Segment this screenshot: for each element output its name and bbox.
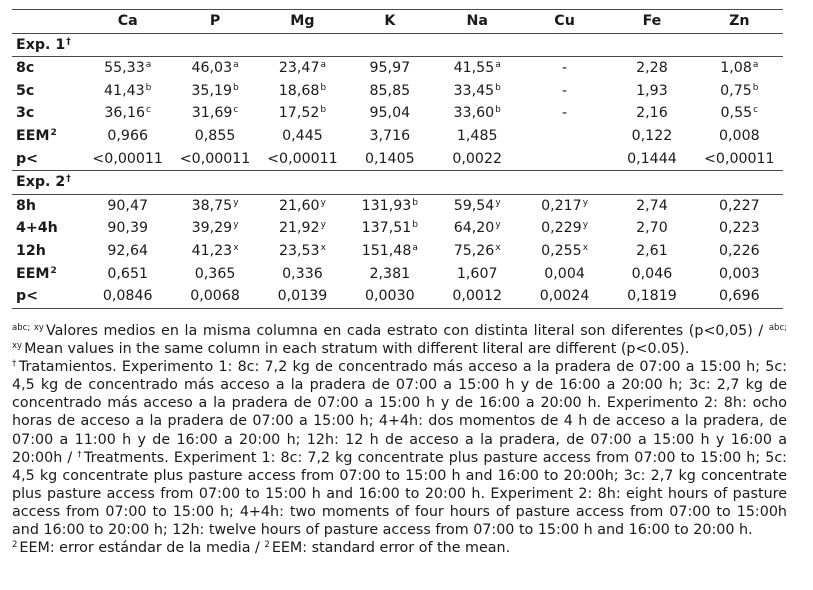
table-cell [434, 125, 521, 148]
significance-letter: a [320, 60, 326, 71]
section-title: Exp. 2 [16, 174, 66, 191]
significance-letter: x [320, 242, 326, 253]
table-cell [434, 217, 521, 240]
row-label [12, 125, 84, 148]
table-cell [84, 80, 171, 103]
footnote-marker: † [66, 174, 71, 185]
significance-letter: b [233, 82, 239, 93]
table-cell [171, 194, 258, 217]
table-cell [84, 194, 171, 217]
table-row [12, 240, 783, 263]
cell-value: - [562, 105, 568, 122]
row-label [12, 102, 84, 125]
cell-value: 21,60 [278, 197, 320, 214]
cell-value: 0,55 [720, 105, 753, 122]
table-cell [434, 102, 521, 125]
row-label [12, 57, 84, 80]
table-cell [608, 80, 695, 103]
cell-value: <0,00011 [179, 150, 251, 167]
table-cell [84, 217, 171, 240]
cell-value: 95,04 [369, 105, 411, 122]
table-cell [171, 217, 258, 240]
row-label-text: EEM [16, 265, 50, 282]
table-row [12, 102, 783, 125]
cell-value: 0,223 [719, 220, 760, 237]
footnote-marker: abc; xy [12, 323, 787, 352]
footnote-text-en: EEM: standard error of the mean. [271, 540, 511, 557]
table-cell [171, 102, 258, 125]
cell-value: 0,1819 [627, 288, 677, 305]
table-cell [259, 80, 346, 103]
column-header: Mg [259, 10, 346, 34]
significance-letter: y [582, 197, 589, 208]
table-cell [608, 148, 695, 171]
table-cell [346, 148, 433, 171]
table-cell [696, 148, 783, 171]
table-cell [346, 80, 433, 103]
cell-value: 41,43 [104, 82, 145, 99]
cell-value: - [562, 82, 568, 99]
table-cell [346, 240, 433, 263]
table-footnotes [12, 322, 787, 557]
table-cell [696, 102, 783, 125]
significance-letter: b [320, 82, 327, 93]
cell-value: 0,445 [282, 127, 323, 144]
significance-letter: a [233, 60, 239, 71]
table-cell [434, 194, 521, 217]
cell-value: 55,33 [104, 60, 145, 77]
significance-letter: c [753, 105, 759, 116]
cell-value: 17,52 [278, 105, 320, 122]
table-cell [608, 285, 695, 308]
table-cell [608, 125, 695, 148]
table-cell [259, 194, 346, 217]
table-cell [84, 125, 171, 148]
column-header: K [346, 10, 433, 34]
cell-value: 2,16 [636, 105, 668, 122]
significance-letter: c [146, 105, 151, 116]
cell-value: 31,69 [191, 105, 233, 122]
row-label [12, 240, 84, 263]
table-cell [521, 80, 608, 103]
cell-value: 23,47 [278, 60, 320, 77]
cell-value: 2,74 [636, 197, 668, 214]
cell-value: 0,0030 [364, 288, 415, 305]
table-cell [696, 285, 783, 308]
table-cell [346, 57, 433, 80]
table-cell [696, 57, 783, 80]
cell-value: 137,51 [361, 220, 412, 237]
table-cell [84, 102, 171, 125]
footnote-treatments [12, 358, 787, 539]
cell-value: 0,336 [282, 265, 323, 282]
cell-value: 46,03 [191, 60, 233, 77]
significance-letter: y [233, 197, 239, 208]
table-cell [434, 57, 521, 80]
section-title: Exp. 1 [16, 36, 66, 53]
table-cell [84, 263, 171, 286]
cell-value: 23,53 [278, 242, 320, 259]
cell-value: 0,966 [107, 127, 148, 144]
table-cell [84, 285, 171, 308]
table-cell [608, 217, 695, 240]
cell-value: 1,607 [456, 265, 498, 282]
table-cell [521, 102, 608, 125]
table-cell [171, 57, 258, 80]
cell-value: 0,003 [719, 265, 760, 282]
row-label [12, 217, 84, 240]
table-cell [434, 285, 521, 308]
column-header: Cu [521, 10, 608, 34]
footnote-marker: † [66, 36, 71, 47]
row-label-text: 8h [16, 197, 36, 214]
table-cell [259, 285, 346, 308]
table-cell [696, 125, 783, 148]
row-label [12, 148, 84, 171]
cell-value: 0,229 [541, 220, 582, 237]
cell-value: 33,45 [453, 82, 495, 99]
column-header: P [171, 10, 258, 34]
table-cell [521, 285, 608, 308]
table-cell [259, 125, 346, 148]
table-cell [521, 194, 608, 217]
table-cell [521, 217, 608, 240]
footnote-eem [12, 539, 787, 557]
footnote-text-es: Valores medios en la misma columna en cada estrato con distinta literal son diferentes (p<0,05) / [45, 323, 764, 339]
cell-value: 0,0024 [539, 288, 590, 305]
significance-letter: a [495, 60, 501, 71]
table-row [12, 125, 783, 148]
table-cell [84, 148, 171, 171]
table-cell [434, 148, 521, 171]
cell-value: 0,651 [107, 265, 148, 282]
footnote-text-es: EEM: error estándar de la media / [19, 540, 260, 557]
table-row [12, 285, 783, 308]
cell-value: 3,716 [369, 127, 411, 144]
table-cell [608, 194, 695, 217]
significance-letter: b [752, 82, 759, 93]
cell-value: 2,61 [636, 242, 668, 259]
significance-letter: y [320, 220, 326, 231]
row-label [12, 80, 84, 103]
table-row [12, 194, 783, 217]
cell-value: 0,0139 [277, 288, 328, 305]
table-cell [171, 80, 258, 103]
cell-value: 39,29 [191, 220, 233, 237]
significance-letter: b [495, 82, 501, 93]
cell-value: 0,1444 [627, 150, 677, 167]
significance-letter: a [752, 60, 759, 71]
table-cell [521, 148, 608, 171]
cell-value: 95,97 [369, 60, 411, 77]
section-header-exp2 [12, 171, 783, 195]
table-cell [696, 194, 783, 217]
footnote-significance [12, 322, 787, 358]
header-empty-cell [12, 10, 84, 34]
significance-letter: b [320, 105, 327, 116]
cell-value: 0,046 [631, 265, 673, 282]
table-cell [346, 217, 433, 240]
significance-letter: b [145, 82, 152, 93]
table-cell [434, 263, 521, 286]
cell-value: 41,23 [191, 242, 233, 259]
footnote-marker: † [12, 359, 17, 370]
cell-value: 0,0022 [452, 150, 503, 167]
cell-value: 38,75 [191, 197, 233, 214]
significance-letter: y [495, 220, 501, 231]
cell-value: 0,0012 [452, 288, 503, 305]
table-cell [259, 240, 346, 263]
significance-letter: a [145, 60, 152, 71]
table-row [12, 148, 783, 171]
table-cell [259, 263, 346, 286]
table-cell [259, 102, 346, 125]
experiment-2-section [12, 171, 783, 309]
row-label-text: p< [16, 150, 39, 167]
significance-letter: c [233, 105, 239, 116]
cell-value: 0,004 [544, 265, 585, 282]
table-cell [521, 57, 608, 80]
column-header: Zn [696, 10, 783, 34]
cell-value: 0,1405 [364, 150, 415, 167]
footnote-marker: 2 [50, 265, 57, 276]
footnote-marker: abc; xy [12, 323, 44, 333]
significance-letter: b [495, 105, 501, 116]
cell-value: 151,48 [361, 242, 412, 259]
table-cell [434, 240, 521, 263]
table-cell [171, 285, 258, 308]
cell-value: 85,85 [369, 82, 411, 99]
significance-letter: x [233, 242, 239, 253]
footnote-text-en: Treatments. Experiment 1: 8c: 7,2 kg concentrate plus pasture access from 07:00 to 15:00 h; 5c: 4,5 kg concentrate plus pasture access from 07:00 to 15:00 h and 16:00 to 20:00h; 3c: 2,7 kg concentrate plus pasture access from 07:00 to 15:00 h and 16:00 to 20:00 h. Experiment 2: 8h: eight hours of pasture access from 07:00 to 15:00 h; 4+4h: two moments of four hours of pasture access from 07:00 to 15:00h and 16:00 to 20:00 h; 12h: twelve hours of pasture access from 07:00 to 15:00 h and 16:00 to 20:00 h. [12, 449, 788, 539]
cell-value: 0,217 [541, 197, 582, 214]
table-cell [696, 263, 783, 286]
table-cell [346, 125, 433, 148]
table-cell [696, 217, 783, 240]
significance-letter: y [233, 220, 239, 231]
cell-value: 18,68 [278, 82, 320, 99]
table-cell [434, 80, 521, 103]
row-label-text: p< [16, 288, 39, 305]
table-cell [346, 285, 433, 308]
cell-value: 2,28 [636, 60, 668, 77]
cell-value: 0,365 [194, 265, 236, 282]
cell-value: 59,54 [453, 197, 495, 214]
cell-value: <0,00011 [267, 150, 338, 167]
table-row [12, 263, 783, 286]
row-label-text: 3c [16, 105, 35, 122]
table-cell [346, 263, 433, 286]
cell-value: 1,93 [636, 82, 668, 99]
footnote-marker: 2 [264, 540, 270, 551]
cell-value: 0,122 [631, 127, 673, 144]
row-label-text: EEM [16, 127, 50, 144]
cell-value: 2,70 [636, 220, 668, 237]
table-cell [608, 57, 695, 80]
row-label-text: 4+4h [16, 220, 58, 237]
row-label-text: 8c [16, 60, 35, 77]
table-cell [171, 240, 258, 263]
table-cell [521, 263, 608, 286]
table-cell [521, 240, 608, 263]
column-header: Na [434, 10, 521, 34]
column-header: Fe [608, 10, 695, 34]
table-cell [84, 57, 171, 80]
cell-value: 75,26 [453, 242, 495, 259]
cell-value: 0,227 [719, 197, 760, 214]
table-row [12, 217, 783, 240]
significance-letter: b [412, 197, 418, 208]
row-label [12, 263, 84, 286]
cell-value: 0,226 [719, 242, 760, 259]
cell-value: 2,381 [369, 265, 411, 282]
mineral-content-table [12, 9, 783, 309]
table-cell [608, 263, 695, 286]
table-cell [171, 263, 258, 286]
table-row [12, 57, 783, 80]
table-cell [521, 125, 608, 148]
cell-value: 0,255 [541, 242, 582, 259]
footnote-marker: † [77, 449, 83, 460]
table-cell [259, 57, 346, 80]
table-cell [171, 125, 258, 148]
table-cell [346, 194, 433, 217]
cell-value: 92,64 [107, 242, 148, 259]
table-cell [696, 240, 783, 263]
table-cell [259, 217, 346, 240]
cell-value: 0,75 [720, 82, 752, 99]
cell-value: 0,0068 [190, 288, 240, 305]
cell-value: 1,485 [456, 127, 498, 144]
row-label [12, 194, 84, 217]
section-header-exp1 [12, 33, 783, 57]
significance-letter: y [495, 197, 501, 208]
column-header: Ca [84, 10, 171, 34]
cell-value: 0,696 [719, 288, 760, 305]
cell-value: 1,08 [720, 60, 752, 77]
significance-letter: b [412, 220, 418, 231]
significance-letter: a [412, 242, 418, 253]
cell-value: 35,19 [191, 82, 233, 99]
footnote-text-es: Tratamientos. Experimento 1: 8c: 7,2 kg de concentrado más acceso a la pradera de 07:00 a 15:00 h; 5c: 4,5 kg de concentrado más acceso a la pradera de 07:00 a 15:00 h y de 16:00 a 20:00 h; 3c: 2,7 kg de concentrado más acceso a la pradera de 07:00 a 15:00 h y de 16:00 a 20:00 h. Experimento 2: 8h: ocho horas de acceso a la pradera de 07:00 a 15:00 h; 4+4h: dos momentos de 4 h de acceso a la pradera, de 07:00 a 11:00 h y de 16:00 a 20:00 h; 12h: 12 h de acceso a la pradera, de 07:00 a 15:00 h y 16:00 a 20:00h / [12, 359, 787, 466]
table-header-row [12, 10, 783, 34]
cell-value: 0,008 [719, 127, 760, 144]
row-label-text: 12h [16, 242, 46, 259]
results-table-container [12, 9, 783, 309]
cell-value: 131,93 [361, 197, 412, 214]
table-cell [84, 240, 171, 263]
significance-letter: y [320, 197, 326, 208]
table-cell [259, 148, 346, 171]
cell-value: 21,92 [278, 220, 320, 237]
cell-value: 0,0846 [102, 288, 153, 305]
table-cell [346, 102, 433, 125]
cell-value: 41,55 [453, 60, 495, 77]
significance-letter: x [582, 242, 589, 253]
cell-value: 90,39 [107, 220, 148, 237]
row-label-text: 5c [16, 82, 35, 99]
footnote-marker: 2 [12, 540, 18, 551]
table-cell [171, 148, 258, 171]
cell-value: <0,00011 [704, 150, 775, 167]
cell-value: 0,855 [194, 127, 236, 144]
cell-value: 33,60 [453, 105, 495, 122]
cell-value: 90,47 [107, 197, 148, 214]
footnote-text-en: Mean values in the same column in each stratum with different literal are different (p<0.05). [24, 341, 690, 358]
cell-value: 64,20 [453, 220, 495, 237]
table-cell [608, 240, 695, 263]
experiment-1-section [12, 33, 783, 171]
table-cell [608, 102, 695, 125]
table-cell [696, 80, 783, 103]
footnote-marker: 2 [50, 127, 57, 138]
significance-letter: x [495, 242, 501, 253]
significance-letter: y [582, 220, 589, 231]
row-label [12, 285, 84, 308]
cell-value: 36,16 [104, 105, 146, 122]
table-row [12, 80, 783, 103]
cell-value: <0,00011 [92, 150, 163, 167]
cell-value: - [562, 60, 568, 77]
